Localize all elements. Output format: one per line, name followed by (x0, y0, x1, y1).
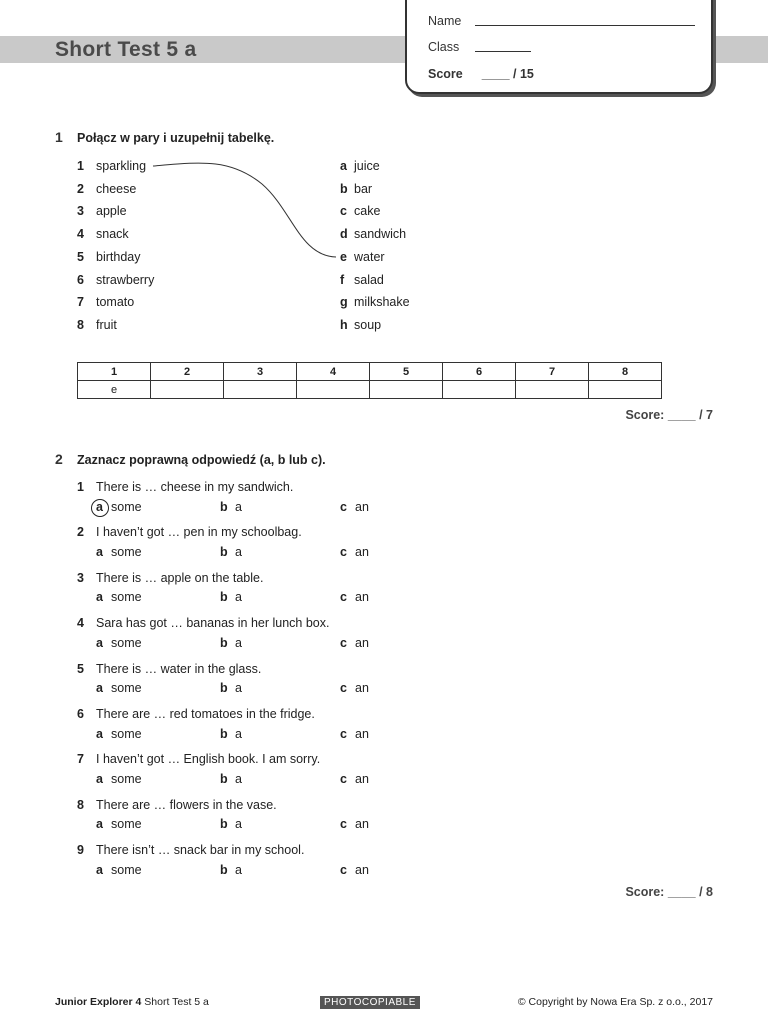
option-text: some (111, 862, 142, 877)
option-c[interactable] (340, 545, 369, 559)
exercise-2-number: 2 (55, 451, 63, 467)
question-number: 3 (77, 570, 84, 585)
item-word: soup (354, 317, 382, 332)
option-text: a (235, 862, 242, 877)
question-number: 1 (77, 480, 84, 494)
item-letter: h (340, 317, 348, 332)
option-letter: b (220, 862, 228, 877)
exercise-2-instruction: Zaznacz poprawną odpowiedź (a, b lub c). (77, 453, 326, 467)
question-sentence: There is … cheese in my sandwich. (96, 480, 294, 494)
table-answer-cell[interactable] (297, 381, 370, 399)
option-letter: a (96, 726, 103, 741)
item-letter: a (340, 159, 347, 173)
question-text (77, 480, 293, 494)
exercise-1-score: Score: ____ / 7 (625, 408, 713, 422)
option-letter: c (340, 862, 347, 877)
exercise-2-score: Score: ____ / 8 (625, 885, 713, 899)
option-b[interactable] (220, 636, 242, 650)
option-text: an (355, 544, 369, 559)
option-letter: a (96, 590, 103, 605)
option-c[interactable] (340, 817, 369, 831)
option-text: a (235, 726, 242, 741)
table-header-cell: 6 (443, 363, 516, 381)
question-text (77, 843, 304, 857)
item-word: milkshake (354, 295, 410, 310)
table-header-cell: 1 (78, 363, 151, 381)
option-letter: c (340, 590, 347, 605)
option-b[interactable] (220, 681, 242, 695)
item-letter: g (340, 295, 348, 310)
item-word: salad (354, 272, 384, 287)
question-number: 9 (77, 843, 84, 858)
table-answer-cell[interactable]: e (78, 381, 151, 399)
table-answer-cell[interactable] (516, 381, 589, 399)
item-word: water (354, 249, 385, 264)
option-c[interactable] (340, 636, 369, 650)
item-letter: f (340, 272, 345, 287)
option-text: an (355, 499, 369, 514)
option-letter: b (220, 681, 228, 696)
option-text: an (355, 817, 369, 832)
item-word: sparkling (96, 159, 147, 173)
option-letter: b (220, 726, 228, 741)
option-b[interactable] (220, 590, 242, 604)
question-number: 6 (77, 707, 84, 721)
option-letter: b (220, 771, 228, 786)
table-header-cell: 5 (370, 363, 443, 381)
option-text: some (111, 590, 142, 605)
table-answer-cell[interactable] (589, 381, 662, 399)
question-sentence: I haven’t got … English book. I am sorry. (96, 752, 321, 767)
item-word: sandwich (354, 227, 407, 242)
question-text (77, 616, 329, 630)
question-number: 7 (77, 752, 84, 767)
option-a[interactable] (96, 590, 142, 604)
item-number: 2 (77, 181, 84, 196)
option-letter: a (96, 499, 103, 514)
option-text: a (235, 771, 242, 786)
answer-table (77, 362, 662, 399)
exercise-1-instruction: Połącz w pary i uzupełnij tabelkę. (77, 131, 275, 145)
item-word: juice (354, 159, 380, 173)
question-text (77, 752, 320, 766)
table-header-cell: 4 (297, 363, 370, 381)
photocopiable-badge: PHOTOCOPIABLE (320, 996, 420, 1009)
question-number: 4 (77, 616, 84, 631)
question-text (77, 707, 315, 721)
question-number: 8 (77, 797, 84, 812)
question-sentence: I haven’t got … pen in my schoolbag. (96, 525, 302, 540)
option-a[interactable] (96, 863, 142, 877)
option-c[interactable] (340, 863, 369, 877)
option-text: a (235, 499, 242, 514)
item-word: apple (96, 204, 127, 219)
option-letter: b (220, 635, 228, 650)
option-c[interactable] (340, 772, 369, 786)
option-text: some (111, 544, 142, 559)
question-text (77, 525, 302, 539)
name-label: Name (428, 14, 462, 28)
option-text: a (235, 544, 242, 559)
option-letter: c (340, 771, 347, 786)
item-number: 3 (77, 204, 84, 219)
option-letter: c (340, 499, 347, 514)
matching-line (0, 0, 768, 400)
question-sentence: There is … water in the glass. (96, 661, 262, 676)
item-word: snack (96, 227, 129, 242)
answer-circle-mark (91, 499, 109, 517)
table-answer-cell[interactable] (370, 381, 443, 399)
item-number: 6 (77, 272, 84, 287)
option-text: some (111, 635, 142, 650)
option-text: some (111, 726, 142, 741)
option-b[interactable] (220, 727, 242, 741)
option-a[interactable] (96, 727, 142, 741)
item-number: 7 (77, 295, 84, 310)
option-a[interactable] (96, 817, 142, 831)
option-b[interactable] (220, 545, 242, 559)
item-letter: e (340, 249, 347, 264)
option-letter: b (220, 590, 228, 605)
option-letter: a (96, 771, 103, 786)
option-letter: c (340, 635, 347, 650)
footer-copyright: © Copyright by Nowa Era Sp. z o.o., 2017 (517, 996, 713, 1008)
option-letter: c (340, 681, 347, 696)
option-text: an (355, 771, 369, 786)
question-text (77, 571, 263, 585)
option-text: an (355, 726, 369, 741)
option-a[interactable] (96, 545, 142, 559)
item-word: cake (354, 204, 381, 219)
item-word: bar (354, 181, 373, 196)
item-number: 1 (77, 159, 84, 173)
option-text: an (355, 590, 369, 605)
option-c[interactable] (340, 590, 369, 604)
option-letter: a (96, 544, 103, 559)
option-text: an (355, 635, 369, 650)
option-text: a (235, 817, 242, 832)
item-word: strawberry (96, 272, 155, 287)
option-text: a (235, 635, 242, 650)
option-c[interactable] (340, 727, 369, 741)
option-b[interactable] (220, 772, 242, 786)
option-letter: a (96, 862, 103, 877)
question-sentence: There is … apple on the table. (96, 570, 264, 585)
option-text: some (111, 817, 142, 832)
exercise-1-number: 1 (55, 129, 63, 145)
table-answer-cell[interactable] (151, 381, 224, 399)
option-a[interactable] (96, 681, 142, 695)
footer-book: Junior Explorer 4 Short Test 5 a (55, 996, 209, 1008)
item-number: 4 (77, 227, 84, 242)
question-text (77, 798, 277, 812)
option-letter: b (220, 544, 228, 559)
score-value: ____ / 15 (481, 67, 534, 81)
option-b[interactable] (220, 500, 242, 514)
table-answer-cell[interactable] (443, 381, 516, 399)
option-c[interactable] (340, 681, 369, 695)
option-text: a (235, 681, 242, 696)
option-letter: a (96, 635, 103, 650)
option-b[interactable] (220, 863, 242, 877)
option-letter: a (96, 817, 103, 832)
item-letter: c (340, 204, 347, 219)
question-sentence: Sara has got … bananas in her lunch box. (96, 616, 330, 631)
option-text: an (355, 862, 369, 877)
item-number: 5 (77, 249, 84, 264)
option-letter: b (220, 499, 228, 514)
table-header-cell: 8 (589, 363, 662, 381)
option-text: some (111, 681, 142, 696)
question-sentence: There are … red tomatoes in the fridge. (96, 707, 315, 721)
table-answer-cell[interactable] (224, 381, 297, 399)
item-word: cheese (96, 181, 137, 196)
table-header-cell: 7 (516, 363, 589, 381)
table-header-cell: 3 (224, 363, 297, 381)
item-number: 8 (77, 317, 84, 332)
question-number: 2 (77, 525, 84, 540)
option-letter: a (96, 681, 103, 696)
option-text: a (235, 590, 242, 605)
option-a[interactable] (96, 772, 142, 786)
page-title: Short Test 5 a (55, 38, 197, 61)
option-letter: c (340, 726, 347, 741)
option-letter: c (340, 817, 347, 832)
item-word: birthday (96, 249, 141, 264)
question-sentence: There are … flowers in the vase. (96, 797, 277, 812)
option-text: some (111, 771, 142, 786)
question-number: 5 (77, 661, 84, 676)
option-a[interactable] (96, 636, 142, 650)
option-letter: b (220, 817, 228, 832)
item-letter: d (340, 227, 348, 242)
item-word: fruit (96, 317, 117, 332)
question-text (77, 662, 261, 676)
answer-table-header (78, 363, 662, 381)
option-letter: c (340, 544, 347, 559)
class-label: Class (428, 40, 460, 54)
question-sentence: There isn’t … snack bar in my school. (96, 843, 305, 858)
option-text: some (111, 499, 142, 514)
option-b[interactable] (220, 817, 242, 831)
item-letter: b (340, 181, 348, 196)
score-label: Score ____ / 15 (428, 67, 534, 81)
option-text: an (355, 681, 369, 696)
item-word: tomato (96, 295, 135, 310)
option-c[interactable] (340, 500, 369, 514)
table-header-cell: 2 (151, 363, 224, 381)
answer-table-row (78, 381, 662, 399)
